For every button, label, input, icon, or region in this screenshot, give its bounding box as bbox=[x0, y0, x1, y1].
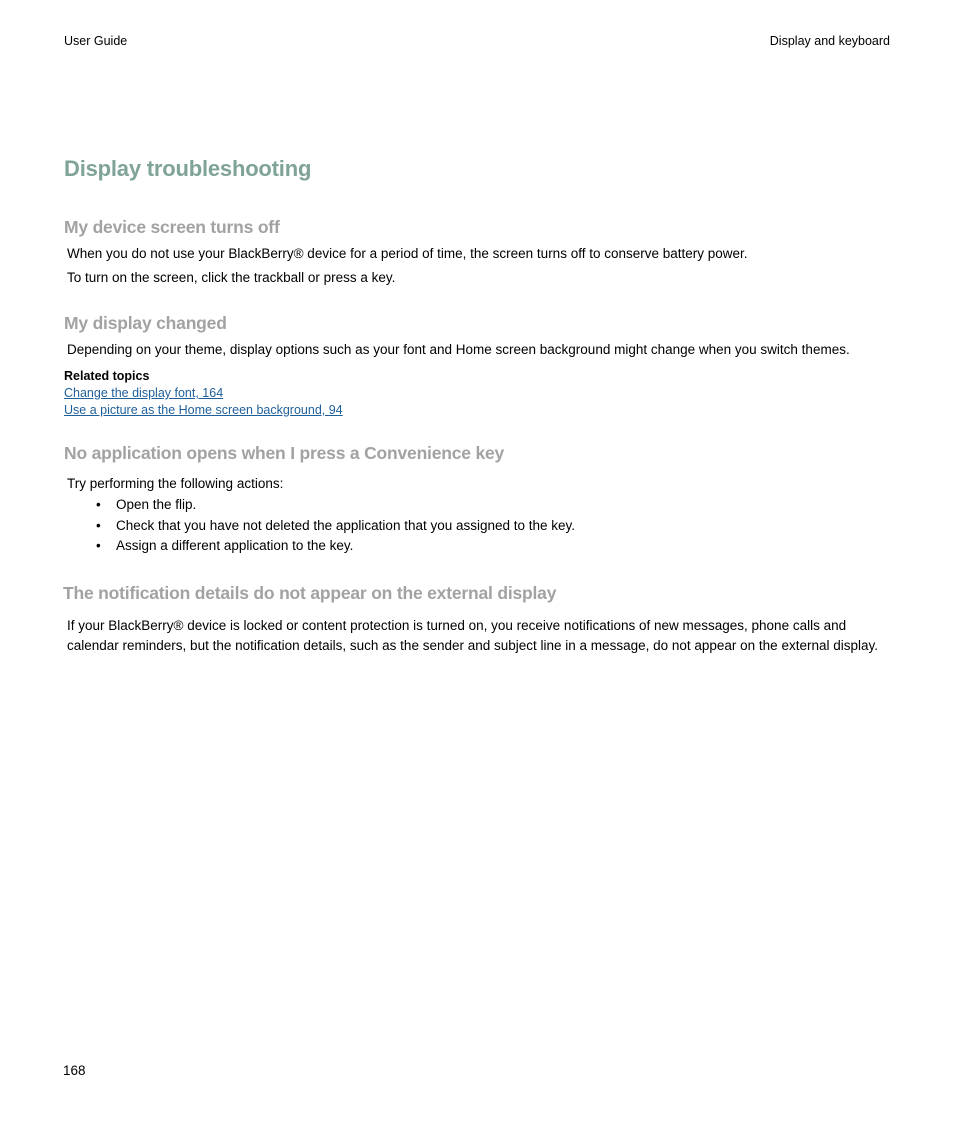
section-heading-display-changed: My display changed bbox=[64, 313, 227, 333]
list-item bbox=[96, 536, 575, 557]
page-title: Display troubleshooting bbox=[64, 156, 312, 181]
list-item-text: Check that you have not deleted the application that you assigned to the key. bbox=[116, 517, 576, 533]
section-paragraph: If your BlackBerry® device is locked or content protection is turned on, you receive notifications of new messages, phone calls and calendar reminders, but the notification details, such as the sender and subject line in a message, do not appear on the external display. bbox=[67, 618, 878, 653]
section-heading-screen-turns-off: My device screen turns off bbox=[64, 217, 280, 237]
bullet-symbol: • bbox=[96, 497, 101, 512]
running-header-left: User Guide bbox=[64, 34, 128, 48]
related-link-display-font[interactable]: Change the display font, 164 bbox=[64, 386, 224, 400]
related-link-home-background[interactable]: Use a picture as the Home screen background, 94 bbox=[64, 403, 343, 417]
section-heading-convenience-key: No application opens when I press a Convenience key bbox=[64, 443, 505, 463]
action-bullet-list bbox=[96, 495, 575, 557]
section-paragraph: Depending on your theme, display options such as your font and Home screen background might change when you switch themes. bbox=[67, 342, 850, 357]
related-topics-title: Related topics bbox=[64, 369, 150, 383]
section-heading-external-display: The notification details do not appear on the external display bbox=[63, 583, 557, 603]
list-item bbox=[96, 495, 575, 516]
section-intro: Try performing the following actions: bbox=[67, 476, 284, 491]
running-header-right: Display and keyboard bbox=[769, 34, 890, 48]
list-item-text: Open the flip. bbox=[116, 497, 197, 512]
list-item bbox=[96, 516, 575, 537]
bullet-symbol: • bbox=[96, 538, 101, 553]
list-item-text: Assign a different application to the key. bbox=[116, 538, 354, 553]
section-paragraph: When you do not use your BlackBerry® device for a period of time, the screen turns off to conserve battery power. bbox=[67, 246, 748, 261]
section-paragraph: To turn on the screen, click the trackball or press a key. bbox=[67, 270, 396, 285]
page-number: 168 bbox=[63, 1063, 86, 1078]
bullet-symbol: • bbox=[96, 517, 101, 533]
